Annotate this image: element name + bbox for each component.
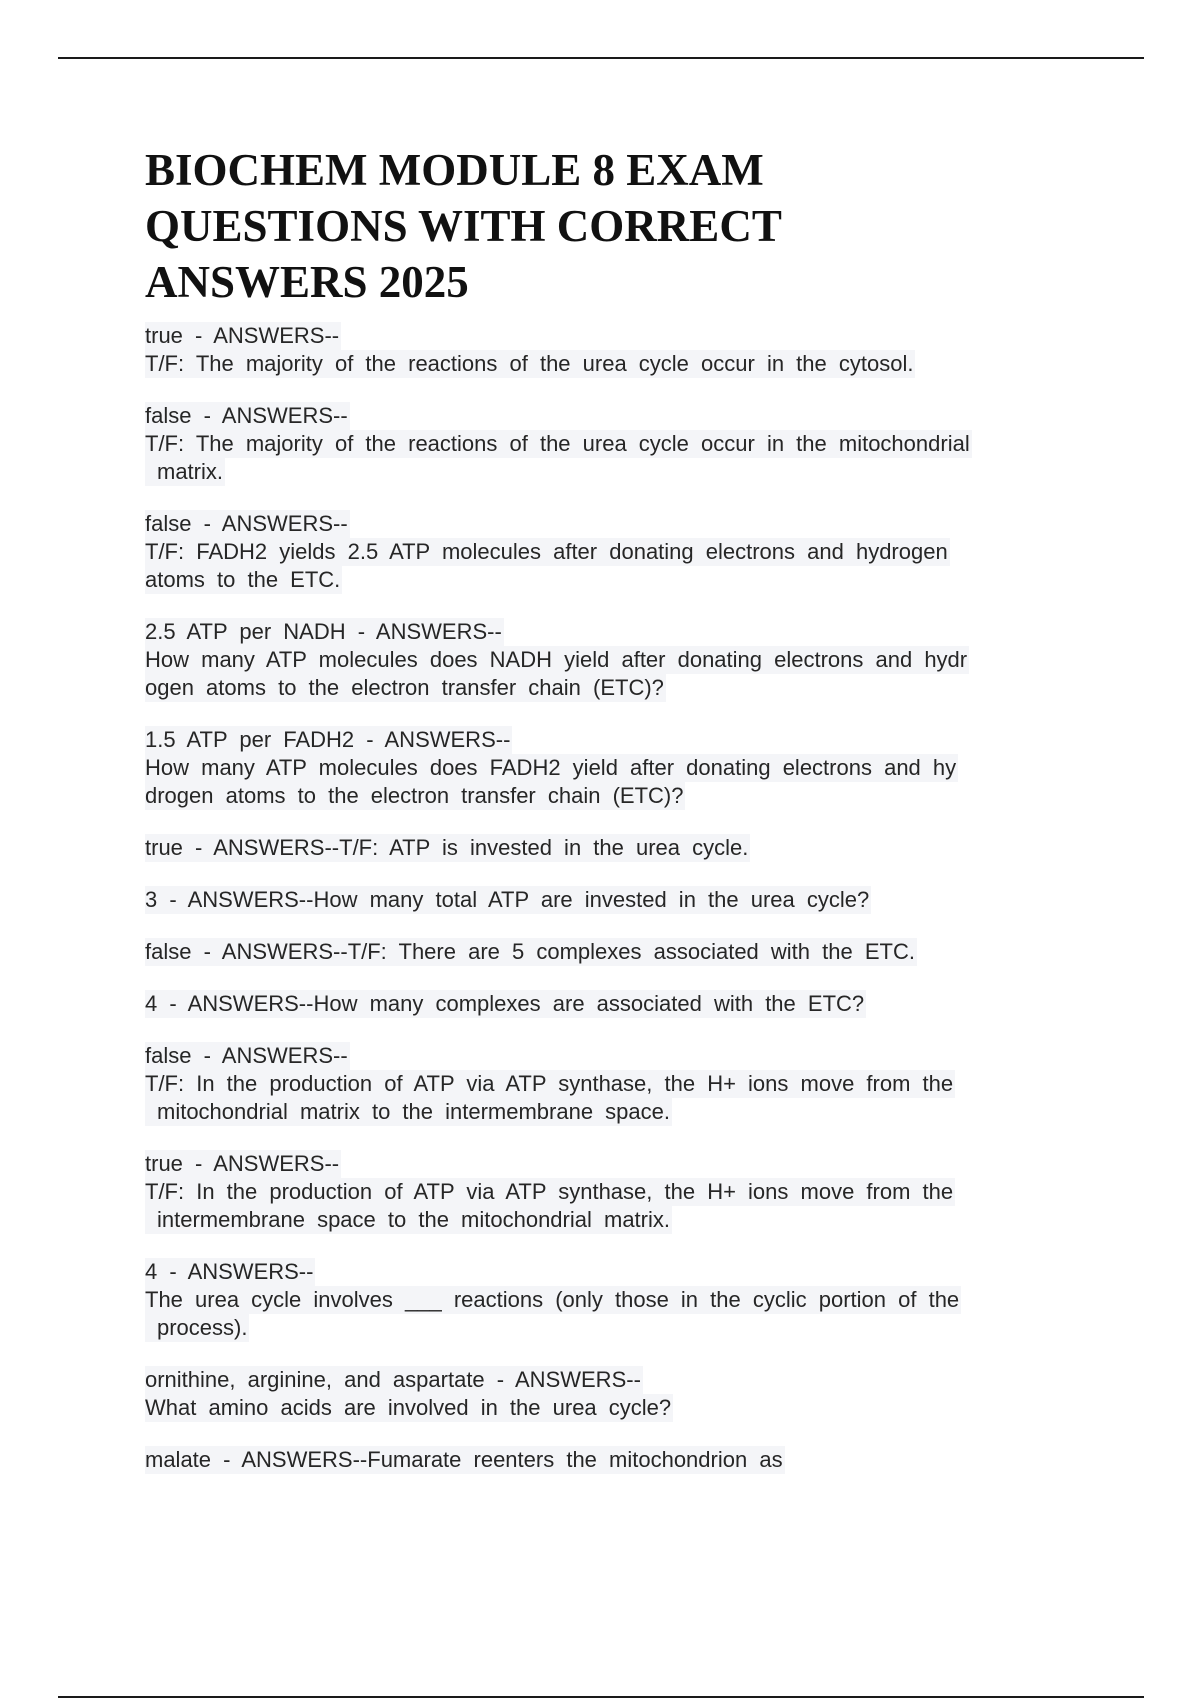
answer-line: ornithine, arginine, and aspartate - ANSWERS-- [145, 1367, 641, 1392]
document-body [145, 142, 1060, 1498]
answer-line: 4 - ANSWERS--How many complexes are associated with the ETC? [145, 991, 865, 1016]
question-line: drogen atoms to the electron transfer chain (ETC)? [145, 783, 684, 808]
answer-line: 3 - ANSWERS--How many total ATP are invested in the urea cycle? [145, 887, 870, 912]
question-line: atoms to the ETC. [145, 567, 341, 592]
question-line: How many ATP molecules does FADH2 yield after donating electrons and hy [145, 755, 957, 780]
question-line: What amino acids are involved in the urea cycle? [145, 1395, 672, 1420]
qa-item [145, 510, 1060, 594]
qa-item [145, 1446, 1060, 1474]
qa-item [145, 1042, 1060, 1126]
answer-line: false - ANSWERS-- [145, 1043, 348, 1068]
qa-item [145, 938, 1060, 966]
answer-line: false - ANSWERS-- [145, 403, 348, 428]
qa-item [145, 1258, 1060, 1342]
question-line: T/F: In the production of ATP via ATP synthase, the H+ ions move from the [145, 1179, 954, 1204]
qa-item [145, 1366, 1060, 1422]
qa-item [145, 990, 1060, 1018]
bottom-rule [58, 1696, 1144, 1698]
top-rule [58, 57, 1144, 59]
qa-item [145, 618, 1060, 702]
question-line: T/F: In the production of ATP via ATP synthase, the H+ ions move from the [145, 1071, 954, 1096]
answer-line: 1.5 ATP per FADH2 - ANSWERS-- [145, 727, 511, 752]
question-line: T/F: FADH2 yields 2.5 ATP molecules after donating electrons and hydrogen [145, 539, 948, 564]
question-line: T/F: The majority of the reactions of the urea cycle occur in the cytosol. [145, 351, 914, 376]
answer-line: false - ANSWERS-- [145, 511, 348, 536]
answer-line: 4 - ANSWERS-- [145, 1259, 314, 1284]
answer-line: false - ANSWERS--T/F: There are 5 complexes associated with the ETC. [145, 939, 915, 964]
question-line: process). [145, 1314, 249, 1342]
question-line: How many ATP molecules does NADH yield after donating electrons and hydr [145, 647, 968, 672]
question-line: The urea cycle involves ___ reactions (only those in the cyclic portion of the [145, 1287, 960, 1312]
question-line: T/F: The majority of the reactions of the urea cycle occur in the mitochondrial [145, 431, 970, 456]
answer-line: 2.5 ATP per NADH - ANSWERS-- [145, 619, 502, 644]
qa-item [145, 726, 1060, 810]
qa-item [145, 886, 1060, 914]
qa-item [145, 1150, 1060, 1234]
qa-item [145, 322, 1060, 378]
answer-line: true - ANSWERS-- [145, 1151, 340, 1176]
qa-item [145, 402, 1060, 486]
document-title: BIOCHEM MODULE 8 EXAM QUESTIONS WITH CORRECT ANSWERS 2025 [145, 145, 782, 307]
question-line: mitochondrial matrix to the intermembrane space. [145, 1098, 672, 1126]
answer-line: true - ANSWERS-- [145, 323, 340, 348]
qa-item [145, 834, 1060, 862]
question-line: ogen atoms to the electron transfer chain (ETC)? [145, 675, 664, 700]
question-line: matrix. [145, 458, 225, 486]
answer-line: true - ANSWERS--T/F: ATP is invested in the urea cycle. [145, 835, 749, 860]
answer-line: malate - ANSWERS--Fumarate reenters the mitochondrion as [145, 1447, 783, 1472]
question-line: intermembrane space to the mitochondrial matrix. [145, 1206, 672, 1234]
